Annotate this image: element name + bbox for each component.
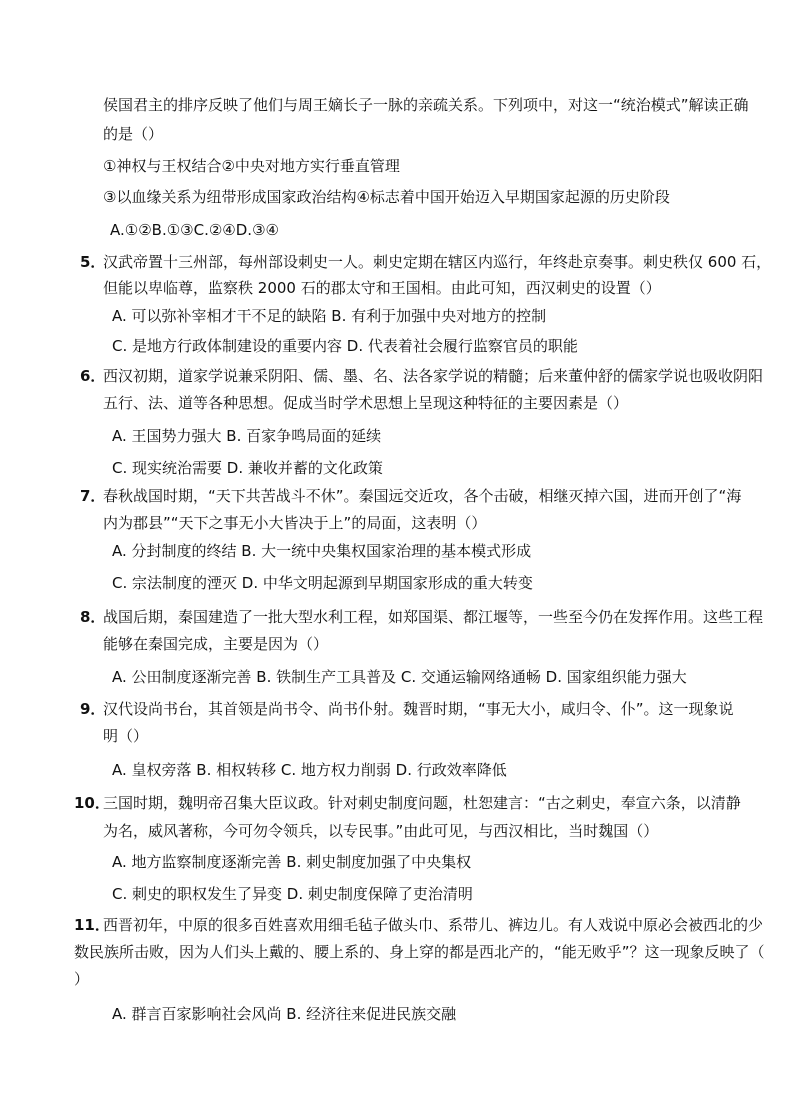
q11-options: A. 群言百家影响社会风尚 B. 经济往来促进民族交融 <box>112 1005 457 1023</box>
q8-options: A. 公田制度逐渐完善 B. 铁制生产工具普及 C. 交通运输网络通畅 D. 国家组织能力强大 <box>112 668 687 686</box>
q5-stem-line: 但能以卑临尊，监察秩 2000 石的郡太守和王国相。由此可知，西汉刺史的设置（） <box>103 279 661 297</box>
q7-options: C. 宗法制度的湮灭 D. 中华文明起源到早期国家形成的重大转变 <box>112 574 533 592</box>
q6-stem-line: 五行、法、道等各种思想。促成当时学术思想上呈现这种特征的主要因素是（） <box>103 394 629 412</box>
q10-options: A. 地方监察制度逐渐完善 B. 刺史制度加强了中央集权 <box>112 853 472 871</box>
q4-stem-line: 侯国君主的排序反映了他们与周王嫡长子一脉的亲疏关系。下列项中，对这一“统治模式”解读正确 <box>103 96 749 114</box>
q5-options: A. 可以弥补宰相才干不足的缺陷 B. 有利于加强中央对地方的控制 <box>112 307 547 325</box>
q9-stem-line: 明（） <box>103 727 149 745</box>
q5-stem-line: 汉武帝置十三州部，每州部设刺史一人。刺史定期在辖区内巡行，年终赴京奏事。刺史秩仅 600 石， <box>103 253 772 271</box>
q8-number: 8． <box>80 608 106 626</box>
q11-stem-line: 数民族所击败，因为人们头上戴的、腰上系的、身上穿的都是西北产的，“能无败乎”？这一现象反映了（ <box>74 943 765 961</box>
q11-stem-line: 西晋初年，中原的很多百姓喜欢用细毛毡子做头巾、系带儿、裤边儿。有人戏说中原必会被西北的少 <box>103 916 764 934</box>
q4-options: A.①②B.①③C.②④D.③④ <box>110 221 279 239</box>
q8-stem-line: 能够在秦国完成，主要是因为（） <box>103 635 329 653</box>
q6-stem-line: 西汉初期，道家学说兼采阴阳、儒、墨、名、法各家学说的精髓；后来董仲舒的儒家学说也吸收阴阳 <box>103 367 764 385</box>
q8-stem-line: 战国后期，秦国建造了一批大型水利工程，如郑国渠、都江堰等，一些至今仍在发挥作用。这些工程 <box>103 608 764 626</box>
q5-number: 5． <box>80 253 106 271</box>
q11-number: 11． <box>74 916 110 934</box>
q11-stem-line: ） <box>74 970 90 988</box>
q7-number: 7． <box>80 487 106 505</box>
q6-number: 6． <box>80 367 106 385</box>
q10-options: C. 刺史的职权发生了异变 D. 刺史制度保障了吏治清明 <box>112 885 473 903</box>
q6-options: C. 现实统治需要 D. 兼收并蓄的文化政策 <box>112 459 383 477</box>
q4-statement: ①神权与王权结合②中央对地方实行垂直管理 <box>103 157 400 175</box>
q10-number: 10． <box>74 794 110 812</box>
q9-stem-line: 汉代设尚书台，其首领是尚书令、尚书仆射。魏晋时期，“事无大小，咸归令、仆”。这一现象说 <box>103 700 734 718</box>
q10-stem-line: 三国时期，魏明帝召集大臣议政。针对刺史制度问题，杜恕建言：“古之刺史，奉宣六条，以清静 <box>103 794 741 812</box>
q5-options: C. 是地方行政体制建设的重要内容 D. 代表着社会履行监察官员的职能 <box>112 337 578 355</box>
q7-options: A. 分封制度的终结 B. 大一统中央集权国家治理的基本模式形成 <box>112 542 532 560</box>
q9-options: A. 皇权旁落 B. 相权转移 C. 地方权力削弱 D. 行政效率降低 <box>112 761 507 779</box>
q6-options: A. 王国势力强大 B. 百家争鸣局面的延续 <box>112 427 382 445</box>
q4-stem-line: 的是（） <box>103 125 164 143</box>
q4-statement: ③以血缘关系为纽带形成国家政治结构④标志着中国开始迈入早期国家起源的历史阶段 <box>103 188 670 206</box>
q10-stem-line: 为名，威风著称，今可勿令领兵，以专民事。”由此可见，与西汉相比，当时魏国（） <box>103 822 659 840</box>
q7-stem-line: 春秋战国时期，“天下共苦战斗不休”。秦国远交近攻，各个击破，相继灭掉六国，进而开创了“海 <box>103 487 742 505</box>
q9-number: 9． <box>80 700 106 718</box>
q7-stem-line: 内为郡县”“天下之事无小大皆决于上”的局面，这表明（） <box>103 514 487 532</box>
